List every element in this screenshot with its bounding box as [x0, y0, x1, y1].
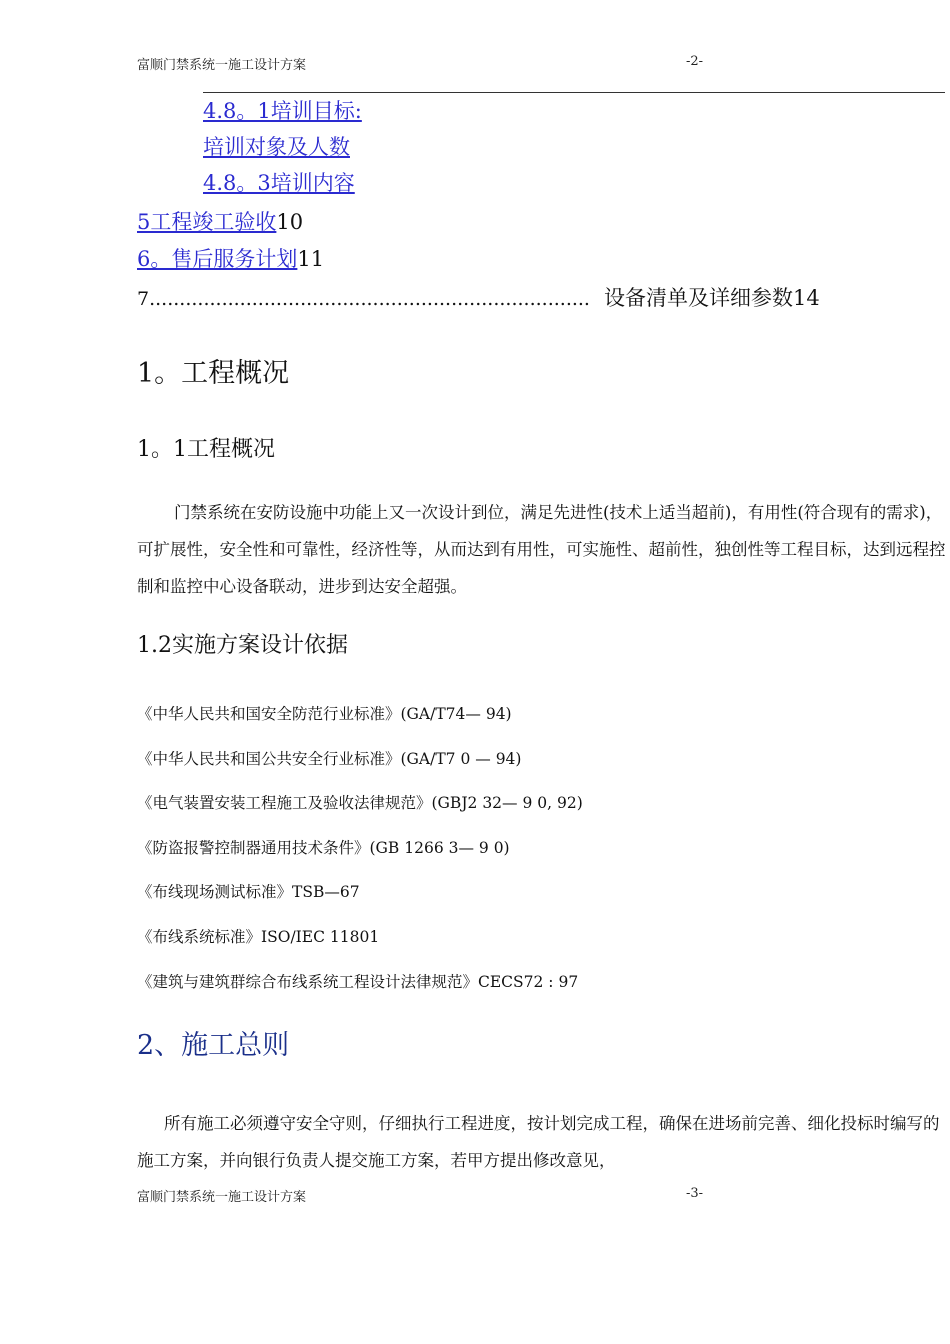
section-2-heading: 2、施工总则: [137, 1030, 290, 1061]
page-header-title: 富顺门禁系统一施工设计方案: [137, 58, 307, 73]
standard-item: 《建筑与建筑群综合布线系统工程设计法律规范》CECS72 : 97: [137, 973, 579, 991]
toc-item-7: [137, 282, 820, 312]
toc-item-5-page: 10: [276, 210, 304, 234]
next-page-header-number: -3-: [686, 1186, 704, 1201]
standard-item: 《布线系统标准》ISO/IEC 11801: [137, 928, 380, 946]
standard-item: 《电气装置安装工程施工及验收法律规范》(GBJ2 32— 9 0, 92): [137, 794, 583, 812]
section-1-1-paragraph: 门禁系统在安防设施中功能上又一次设计到位，满足先进性(技术上适当超前)，有用性(符合现有的需求)，可扩展性，安全性和可靠性，经济性等，从而达到有用性，可实施性、超前性，独创性等工程目标，达到远程控制和监控中心设备联动，进步到达安全超强。: [137, 503, 946, 596]
toc-item-6-link[interactable]: 6。售后服务计划: [137, 247, 298, 271]
section-1-2-heading: 1.2实施方案设计依据: [137, 633, 348, 658]
standard-item: 《布线现场测试标准》TSB—67: [137, 883, 360, 901]
section-2-paragraph: 所有施工必须遵守安全守则，仔细执行工程进度，按计划完成工程，确保在进场前完善、细化投标时编写的施工方案，并向银行负责人提交施工方案，若甲方提出修改意见，: [137, 1114, 940, 1170]
standard-item: 《防盗报警控制器通用技术条件》(GB 1266 3— 9 0): [137, 839, 510, 857]
next-page-header-title: 富顺门禁系统一施工设计方案: [137, 1190, 307, 1205]
toc-item-6-page: 11: [297, 247, 325, 271]
toc-item-5: [137, 206, 303, 236]
toc-item-7-text: 设备清单及详细参数14: [604, 286, 820, 310]
toc-item-7-leader: 7.........................................................................: [137, 288, 590, 310]
section-1-heading: 1。工程概况: [137, 358, 290, 389]
section-1-1-heading: 1。1工程概况: [137, 437, 275, 462]
toc-item-4-8-2[interactable]: 培训对象及人数: [203, 135, 350, 159]
standard-item: 《中华人民共和国安全防范行业标准》(GA/T74— 94): [137, 705, 512, 723]
toc-item-6: [137, 243, 324, 273]
standard-item: 《中华人民共和国公共安全行业标准》(GA/T7 0 — 94): [137, 750, 522, 768]
toc-item-4-8-1[interactable]: 4.8。1培训目标:: [203, 99, 362, 123]
page-header-number: -2-: [686, 54, 704, 69]
toc-item-5-link[interactable]: 5工程竣工验收: [137, 210, 277, 234]
toc-item-4-8-3[interactable]: 4.8。3培训内容: [203, 171, 355, 195]
header-divider: [203, 92, 945, 93]
